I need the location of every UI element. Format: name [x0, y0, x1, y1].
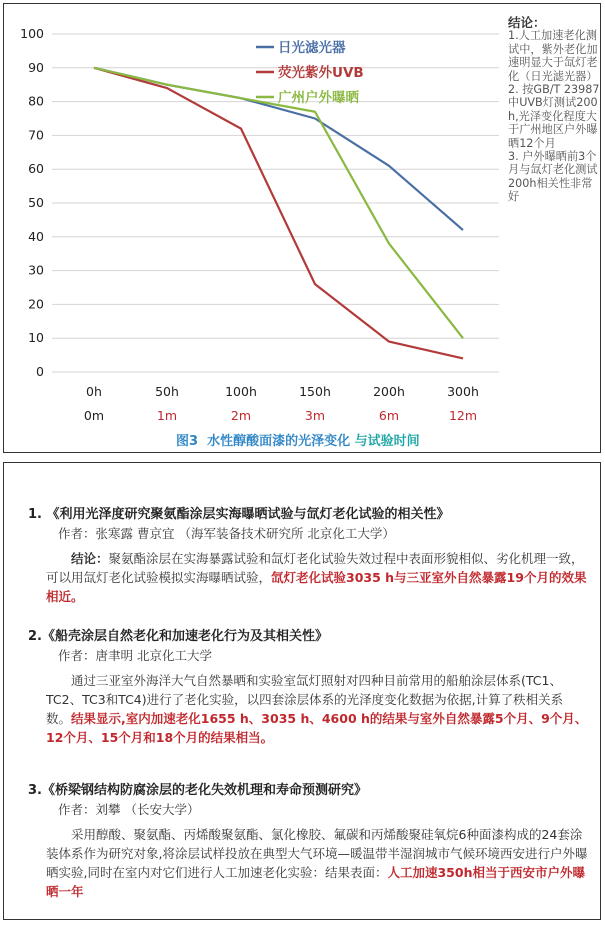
paper-item-3 [28, 781, 588, 901]
figure-caption [176, 430, 420, 449]
conclusion-point: 2. 按GB/T 23987 中UVB灯测试200h,光泽变化程度大于广州地区户外曝晒12个月 [508, 83, 600, 150]
x-tick-label-hours: 100h [225, 384, 257, 399]
series-line [94, 68, 463, 359]
paper-highlight: 结果显示,室内加速老化1655 h、3035 h、4600 h的结果与室外自然暴露5个月、9个月、12个月、15个月和18个月的结果相当。 [46, 711, 588, 745]
y-tick-label: 50 [28, 195, 44, 210]
paper-body [28, 825, 588, 901]
paper-body [28, 549, 588, 606]
papers-panel [3, 462, 601, 920]
paper-item-2 [28, 627, 588, 747]
paper-title: 3.《桥梁钢结构防腐涂层的老化失效机理和寿命预测研究》 [28, 783, 367, 798]
x-tick-label-months: 6m [378, 408, 400, 423]
x-tick-label-hours: 200h [373, 384, 405, 399]
x-tick-label-hours: 50h [155, 384, 179, 399]
paper-author: 作者：唐聿明 北京化工大学 [58, 648, 212, 663]
paper-author: 作者：刘攀 （长安大学） [58, 802, 200, 817]
paper-body [28, 671, 588, 747]
x-tick-label-months: 1m [156, 408, 178, 423]
chart-panel [3, 3, 601, 453]
conclusion-title: 结论： [508, 15, 546, 30]
legend-label: 荧光紫外UVB [278, 65, 364, 81]
paper-highlight: 氙灯老化试验3035 h与三亚室外自然暴露19个月的效果相近。 [46, 570, 587, 604]
x-tick-label-hours: 300h [447, 384, 479, 399]
paper-item-1 [28, 505, 588, 606]
y-tick-label: 20 [28, 296, 44, 312]
x-tick-label-hours: 0h [86, 384, 102, 399]
paper-author: 作者：张寒露 曹京宜 （海军装备技术研究所 北京化工大学） [58, 526, 395, 541]
paper-title: 2.《船壳涂层自然老化和加速老化行为及其相关性》 [28, 629, 328, 644]
paper-body-text: 采用醇酸、聚氨酯、丙烯酸聚氨酯、氯化橡胶、氟碳和丙烯酸聚硅氧烷6种面漆构成的24套涂装体系作为研究对象,将涂层试样投放在典型大气环境—暖温带半湿润城市气候环境西安进行户外曝晒实验,同时在室内对它们进行人工加速老化实验：结果表面： [46, 827, 588, 880]
conclusion-point: 1.人工加速老化测试中，紫外老化加速明显大于氙灯老化（日光滤光器） [508, 29, 598, 83]
y-tick-label: 60 [28, 161, 44, 177]
paper-body-lead: 结论： [71, 551, 109, 566]
y-tick-label: 90 [28, 59, 44, 75]
x-tick-label-months: 0m [83, 408, 105, 423]
paper-body-text: 通过三亚室外海洋大气自然暴晒和实验室氙灯照射对四种目前常用的船舶涂层体系(TC1、TC2、TC3和TC4)进行了老化实验，以四套涂层体系的光泽度变化数据为依据,计算了秩相关系数。 [46, 673, 564, 726]
y-tick-label: 100 [20, 26, 44, 41]
conclusion-box [508, 16, 600, 204]
y-tick-label: 40 [28, 228, 44, 244]
paper-highlight: 人工加速350h相当于西安市户外曝晒一年 [46, 865, 585, 899]
x-tick-label-hours: 150h [299, 384, 331, 399]
y-tick-label: 70 [28, 127, 44, 143]
caption-text2: 与试验时间 [354, 434, 420, 449]
x-tick-label-months: 12m [448, 408, 478, 423]
y-tick-label: 0 [36, 364, 44, 379]
y-tick-label: 80 [28, 93, 44, 109]
paper-title: 1. 《利用光泽度研究聚氨酯涂层实海曝晒试验与氙灯老化试验的相关性》 [28, 507, 450, 522]
legend-label: 日光滤光器 [278, 40, 346, 56]
caption-fig: 图3 [176, 434, 199, 449]
caption-text1: 水性醇酸面漆的光泽变化 [207, 434, 351, 449]
y-tick-label: 10 [28, 330, 44, 346]
conclusion-point: 3. 户外曝晒前3个月与氙灯老化测试200h相关性非常好 [508, 150, 598, 204]
y-tick-label: 30 [28, 262, 44, 278]
x-tick-label-months: 3m [304, 408, 326, 423]
paper-body-text: 聚氨酯涂层在实海暴露试验和氙灯老化试验失效过程中表面形貌相似、劣化机理一致，可以用氙灯老化试验模拟实海曝晒试验， [46, 551, 584, 585]
legend-label: 广州户外曝晒 [278, 90, 359, 106]
x-tick-label-months: 2m [230, 408, 252, 423]
